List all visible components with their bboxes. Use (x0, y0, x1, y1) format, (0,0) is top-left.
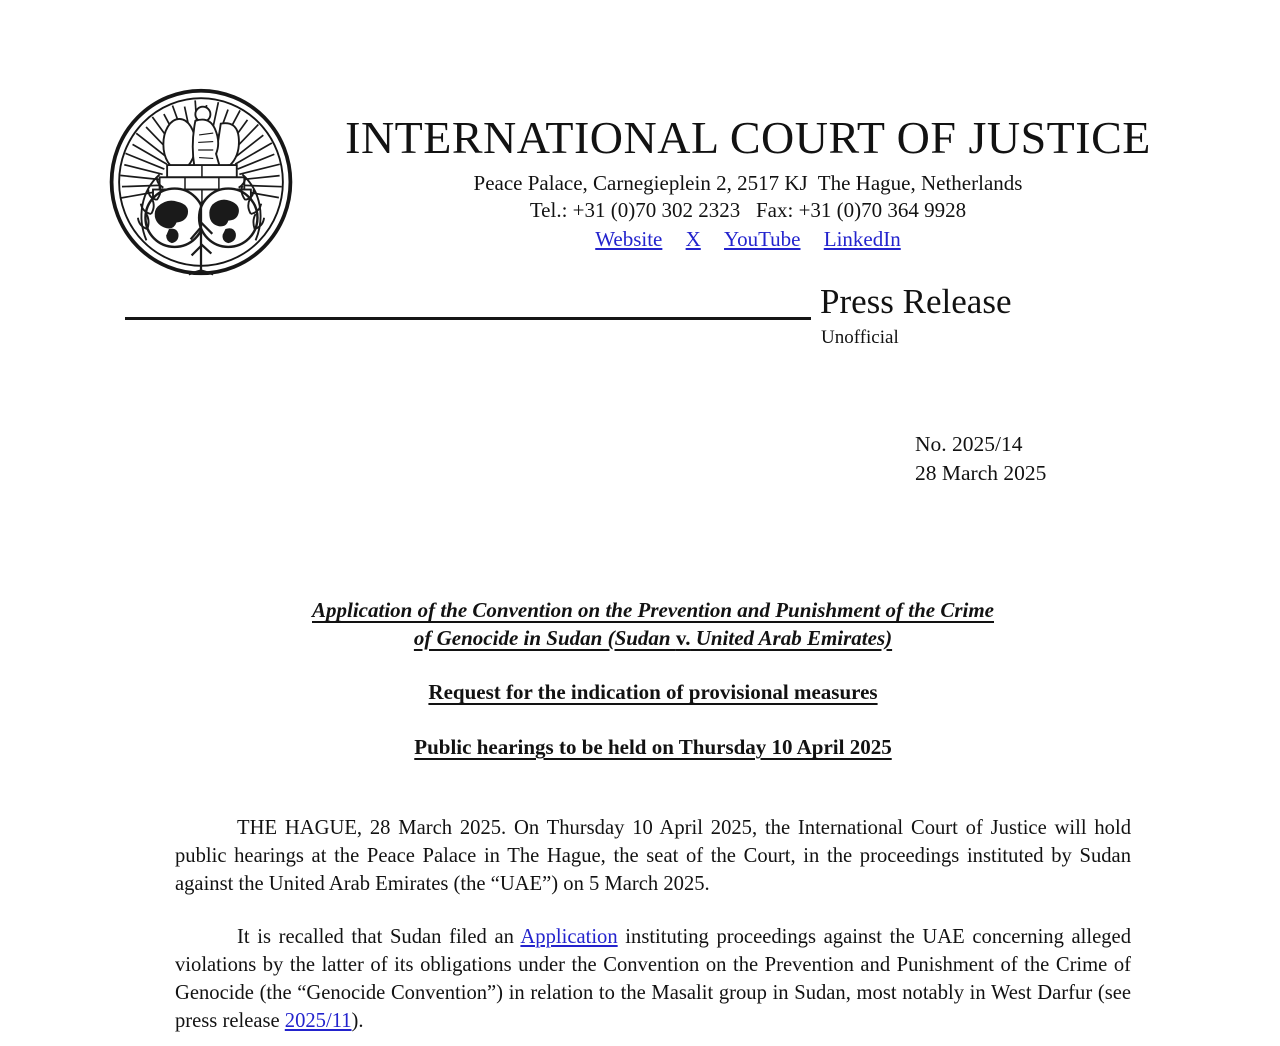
paragraph-case-recall (175, 923, 1131, 1035)
linkedin-link[interactable]: LinkedIn (823, 227, 901, 251)
case-title (175, 597, 1131, 652)
x-link[interactable]: X (685, 227, 701, 251)
case-title-line2-post: United Arab Emirates) (690, 625, 893, 650)
application-link[interactable]: Application (520, 926, 618, 948)
website-link[interactable]: Website (595, 227, 663, 251)
release-date: 28 March 2025 (915, 461, 1047, 485)
press-release-label: Press Release (820, 282, 1012, 321)
subtitle-public-hearings-text: Public hearings to be held on Thursday 10 April 2025 (414, 735, 892, 759)
org-address: Peace Palace, Carnegieplein 2, 2517 KJ The Hague, Netherlands (473, 171, 1023, 195)
subtitle-public-hearings (175, 734, 1131, 761)
reference-block (915, 430, 1046, 488)
icj-seal-icon (106, 86, 296, 278)
case-title-v: v. (675, 625, 691, 650)
org-title: INTERNATIONAL COURT OF JUSTICE (345, 112, 1151, 163)
paragraph-case-recall-text3: ). (351, 1010, 364, 1032)
case-title-line2-pre: of Genocide in Sudan (Sudan (413, 625, 676, 650)
paragraph-case-recall-text1: It is recalled that Sudan filed an (237, 926, 521, 948)
org-tel-fax: Tel.: +31 (0)70 302 2323 Fax: +31 (0)70 364 9928 (529, 198, 967, 222)
social-links (318, 226, 1178, 253)
subtitle-provisional-measures-text: Request for the indication of provisional measures (428, 680, 878, 704)
unofficial-label: Unofficial (821, 327, 899, 348)
case-title-line2 (175, 625, 1131, 653)
case-title-line1 (175, 597, 1131, 625)
release-number: No. 2025/14 (915, 432, 1023, 456)
separator-line (125, 317, 811, 320)
case-title-line1-text: Application of the Convention on the Prevention and Punishment of the Crime (312, 598, 994, 622)
paragraph-hearings-announcement: THE HAGUE, 28 March 2025. On Thursday 10 April 2025, the International Court of Justice will hold public hearings at the Peace Palace in The Hague, the seat of the Court, in the proceedings instituted by Sudan against the United Arab Emirates (the “UAE”) on 5 March 2025. (175, 817, 1131, 895)
press-release-2025-11-link[interactable]: 2025/11 (284, 1010, 352, 1032)
youtube-link[interactable]: YouTube (724, 227, 801, 251)
subtitle-provisional-measures (175, 679, 1131, 706)
paragraph-case-recall-text2: instituting proceedings against the UAE concerning alleged violations by the latter of its obligations under the Convention on the Prevention and Punishment of the Crime of Genocide (the “Genocide Convention”) in relation to the Masalit group in Sudan, most notably in West Darfur (see press release (175, 926, 1131, 1032)
letterhead (318, 112, 1178, 253)
icj-seal-logo (106, 86, 296, 278)
